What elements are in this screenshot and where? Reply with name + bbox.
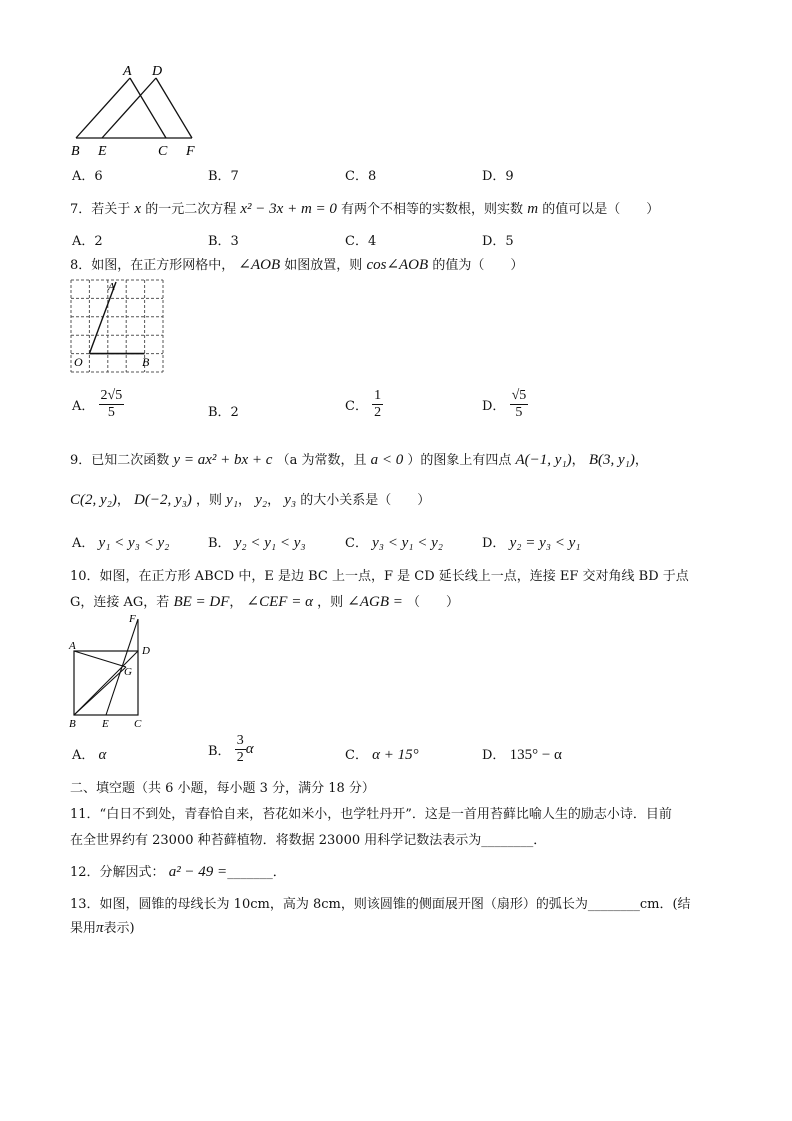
q7-text-1: 7．若关于 [70,202,131,217]
q10-label-C: C [134,718,142,730]
q10-stem-line1: 10．如图，在正方形 ABCD 中，E 是边 BC 上一点，F 是 CD 延长线上一点，连接 EF 交对角线 BD 于点 [70,569,689,584]
section-fill-in-heading: 二、填空题（共 6 小题，每小题 3 分，满分 18 分） [70,781,375,796]
q6-option-c[interactable]: C．8 [345,169,377,184]
q13-text-2a: 果用 [70,921,97,936]
q8-cos: cos∠AOB [366,257,429,273]
q12-expression: a² − 49 = [168,864,228,880]
q7-option-a[interactable]: A．2 [72,234,103,249]
q7-option-c[interactable]: C．4 [345,234,377,249]
q9-point-d: D(−2, y₃) [134,492,192,508]
q10-figure [66,610,166,734]
q9-option-c[interactable] [345,532,443,552]
q10-label-F: F [129,613,136,625]
q8-option-c[interactable] [345,388,383,421]
q10-option-d[interactable] [482,744,562,764]
q9-sep-2: ， [634,453,648,468]
q8-option-d[interactable] [482,388,528,421]
q10-text-2c: （ ） [407,595,460,610]
q13-text-2b: 表示) [103,921,135,936]
q10-label-D: D [142,645,150,657]
q8-option-b[interactable]: B．2 [208,405,239,420]
q9-y1: y₁ [226,492,239,508]
q6-label-A: A [123,64,132,79]
q13-stem-line2 [70,917,135,937]
q12-stem [70,861,286,881]
q8-option-c-label: C． [345,399,368,414]
q8-option-d-label: D． [482,399,506,414]
q10-option-c-label: C． [345,748,368,763]
q9-stem-line2 [70,489,430,509]
q9-text-1: 9．已知二次函数 [70,453,170,468]
q8-angle: ∠AOB [238,257,281,273]
q10-text-2a: G，连接 AG，若 [70,595,170,610]
q10-option-b-fraction [235,733,246,766]
q9-point-a: A(−1, y₁) [515,452,572,468]
q8-stem [70,254,523,274]
q8-option-a-num: 2√5 [100,388,123,403]
q9-option-a-math: y₁ < y₃ < y₂ [98,535,170,551]
q8-option-c-num: 1 [374,388,382,403]
q10-option-a-label: A． [72,748,95,763]
q12-text-1: 12．分解因式： [70,865,165,880]
q10-option-b-alpha: α [245,741,254,757]
q7-option-d[interactable]: D．5 [482,234,514,249]
q8-option-c-den: 2 [374,405,382,420]
q10-option-a[interactable] [72,744,106,764]
q10-option-c[interactable] [345,744,419,764]
q8-option-c-fraction [372,388,383,421]
q9-text-2: （a 为常数，且 [276,453,367,468]
q9-function: y = ax² + bx + c [173,452,273,468]
q7-text-3: 有两个不相等的实数根，则实数 [341,202,524,217]
q10-label-E: E [102,718,109,730]
q10-sep: ， [229,595,243,610]
q9-stem-line1 [70,449,648,469]
q10-option-b-num: 3 [236,733,244,748]
q10-option-b-den: 2 [236,750,244,765]
q7-text-2: 的一元二次方程 [145,202,237,217]
q7-text-4: 的值可以是（ ） [542,202,660,217]
q9-sep-5: ， [267,493,281,508]
q8-option-a-label: A． [72,399,95,414]
q8-text-2: 如图放置，则 [284,258,363,273]
q9-text-5: 的大小关系是（ ） [300,493,431,508]
q11-stem-line1: 11．“白日不到处，青春恰自来，苔花如米小，也学牡丹开”．这是一首用苔藓比喻人生的励志小诗．目前 [70,807,672,822]
q8-option-d-den: 5 [515,405,523,420]
q10-option-d-math: 135° − α [509,747,562,763]
q6-label-B: B [71,144,80,159]
q6-option-d[interactable]: D．9 [482,169,514,184]
q8-option-d-num: √5 [511,388,527,403]
q8-option-a-den: 5 [107,405,115,420]
q6-label-F: F [186,144,195,159]
q9-sep-1: ， [571,453,585,468]
q6-figure [68,60,198,160]
q9-y2: y₂ [255,492,268,508]
q9-option-a-label: A． [72,536,95,551]
q13-pi: π [96,920,104,936]
q7-option-b[interactable]: B．3 [208,234,239,249]
q6-label-D: D [152,64,163,79]
q9-condition: a < 0 [370,452,404,468]
q10-be-df: BE = DF [173,594,230,610]
q12-blank: _______． [227,865,286,880]
q10-label-G: G [124,666,132,678]
q9-option-d[interactable] [482,532,580,552]
q9-option-c-math: y₃ < y₁ < y₂ [372,535,443,551]
q9-text-4: ，则 [196,493,223,508]
q11-stem-line2: 在全世界约有 23000 种苔藓植物．将数据 23000 用科学记数法表示为________． [70,833,547,848]
q8-text-3: 的值为（ ） [432,258,524,273]
q10-cef: ∠CEF = α [246,594,313,610]
q9-text-3: ）的图象上有四点 [407,453,512,468]
q6-option-a[interactable]: A．6 [72,169,103,184]
q6-option-b[interactable]: B．7 [208,169,239,184]
q9-option-a[interactable] [72,532,169,552]
q9-y3: y₃ [284,492,297,508]
q7-equation: x² − 3x + m = 0 [240,201,337,217]
q10-option-b-label: B． [208,744,231,759]
q9-point-b: B(3, y₁) [588,452,635,468]
q10-option-c-math: α + 15° [372,747,419,763]
q7-stem [70,198,659,218]
q8-label-B: B [142,355,150,369]
q8-text-1: 8．如图，在正方形网格中， [70,258,235,273]
q10-stem-line2 [70,591,459,611]
q10-option-a-math: α [98,747,107,763]
q7-var-m: m [527,201,539,217]
q9-option-d-label: D． [482,536,506,551]
q8-option-a-fraction [99,388,125,421]
q10-label-B: B [69,718,76,730]
q8-option-a[interactable] [72,388,124,421]
q8-label-O: O [74,355,83,369]
q9-option-b[interactable] [208,532,306,552]
q8-grid-figure [70,279,164,373]
q9-option-c-label: C． [345,536,368,551]
q9-sep-3: ， [116,493,130,508]
q10-text-2b: ，则 [317,595,344,610]
q8-option-d-fraction [510,388,529,421]
q9-option-b-math: y₂ < y₁ < y₃ [234,535,306,551]
q9-point-c: C(2, y₂) [70,492,117,508]
q6-label-C: C [158,144,168,159]
q8-label-A: A [108,281,115,293]
q9-sep-4: ， [238,493,252,508]
q10-option-b[interactable] [208,733,254,766]
q10-agb: ∠AGB = [347,594,403,610]
q6-label-E: E [98,144,107,159]
q9-option-b-label: B． [208,536,231,551]
q7-var-x: x [134,201,142,217]
q13-stem-line1: 13．如图，圆锥的母线长为 10cm，高为 8cm，则该圆锥的侧面展开图（扇形）的弧长为________cm．(结 [70,897,691,912]
q9-option-d-math: y₂ = y₃ < y₁ [509,535,581,551]
q10-label-A: A [69,640,76,652]
q10-option-d-label: D． [482,748,506,763]
